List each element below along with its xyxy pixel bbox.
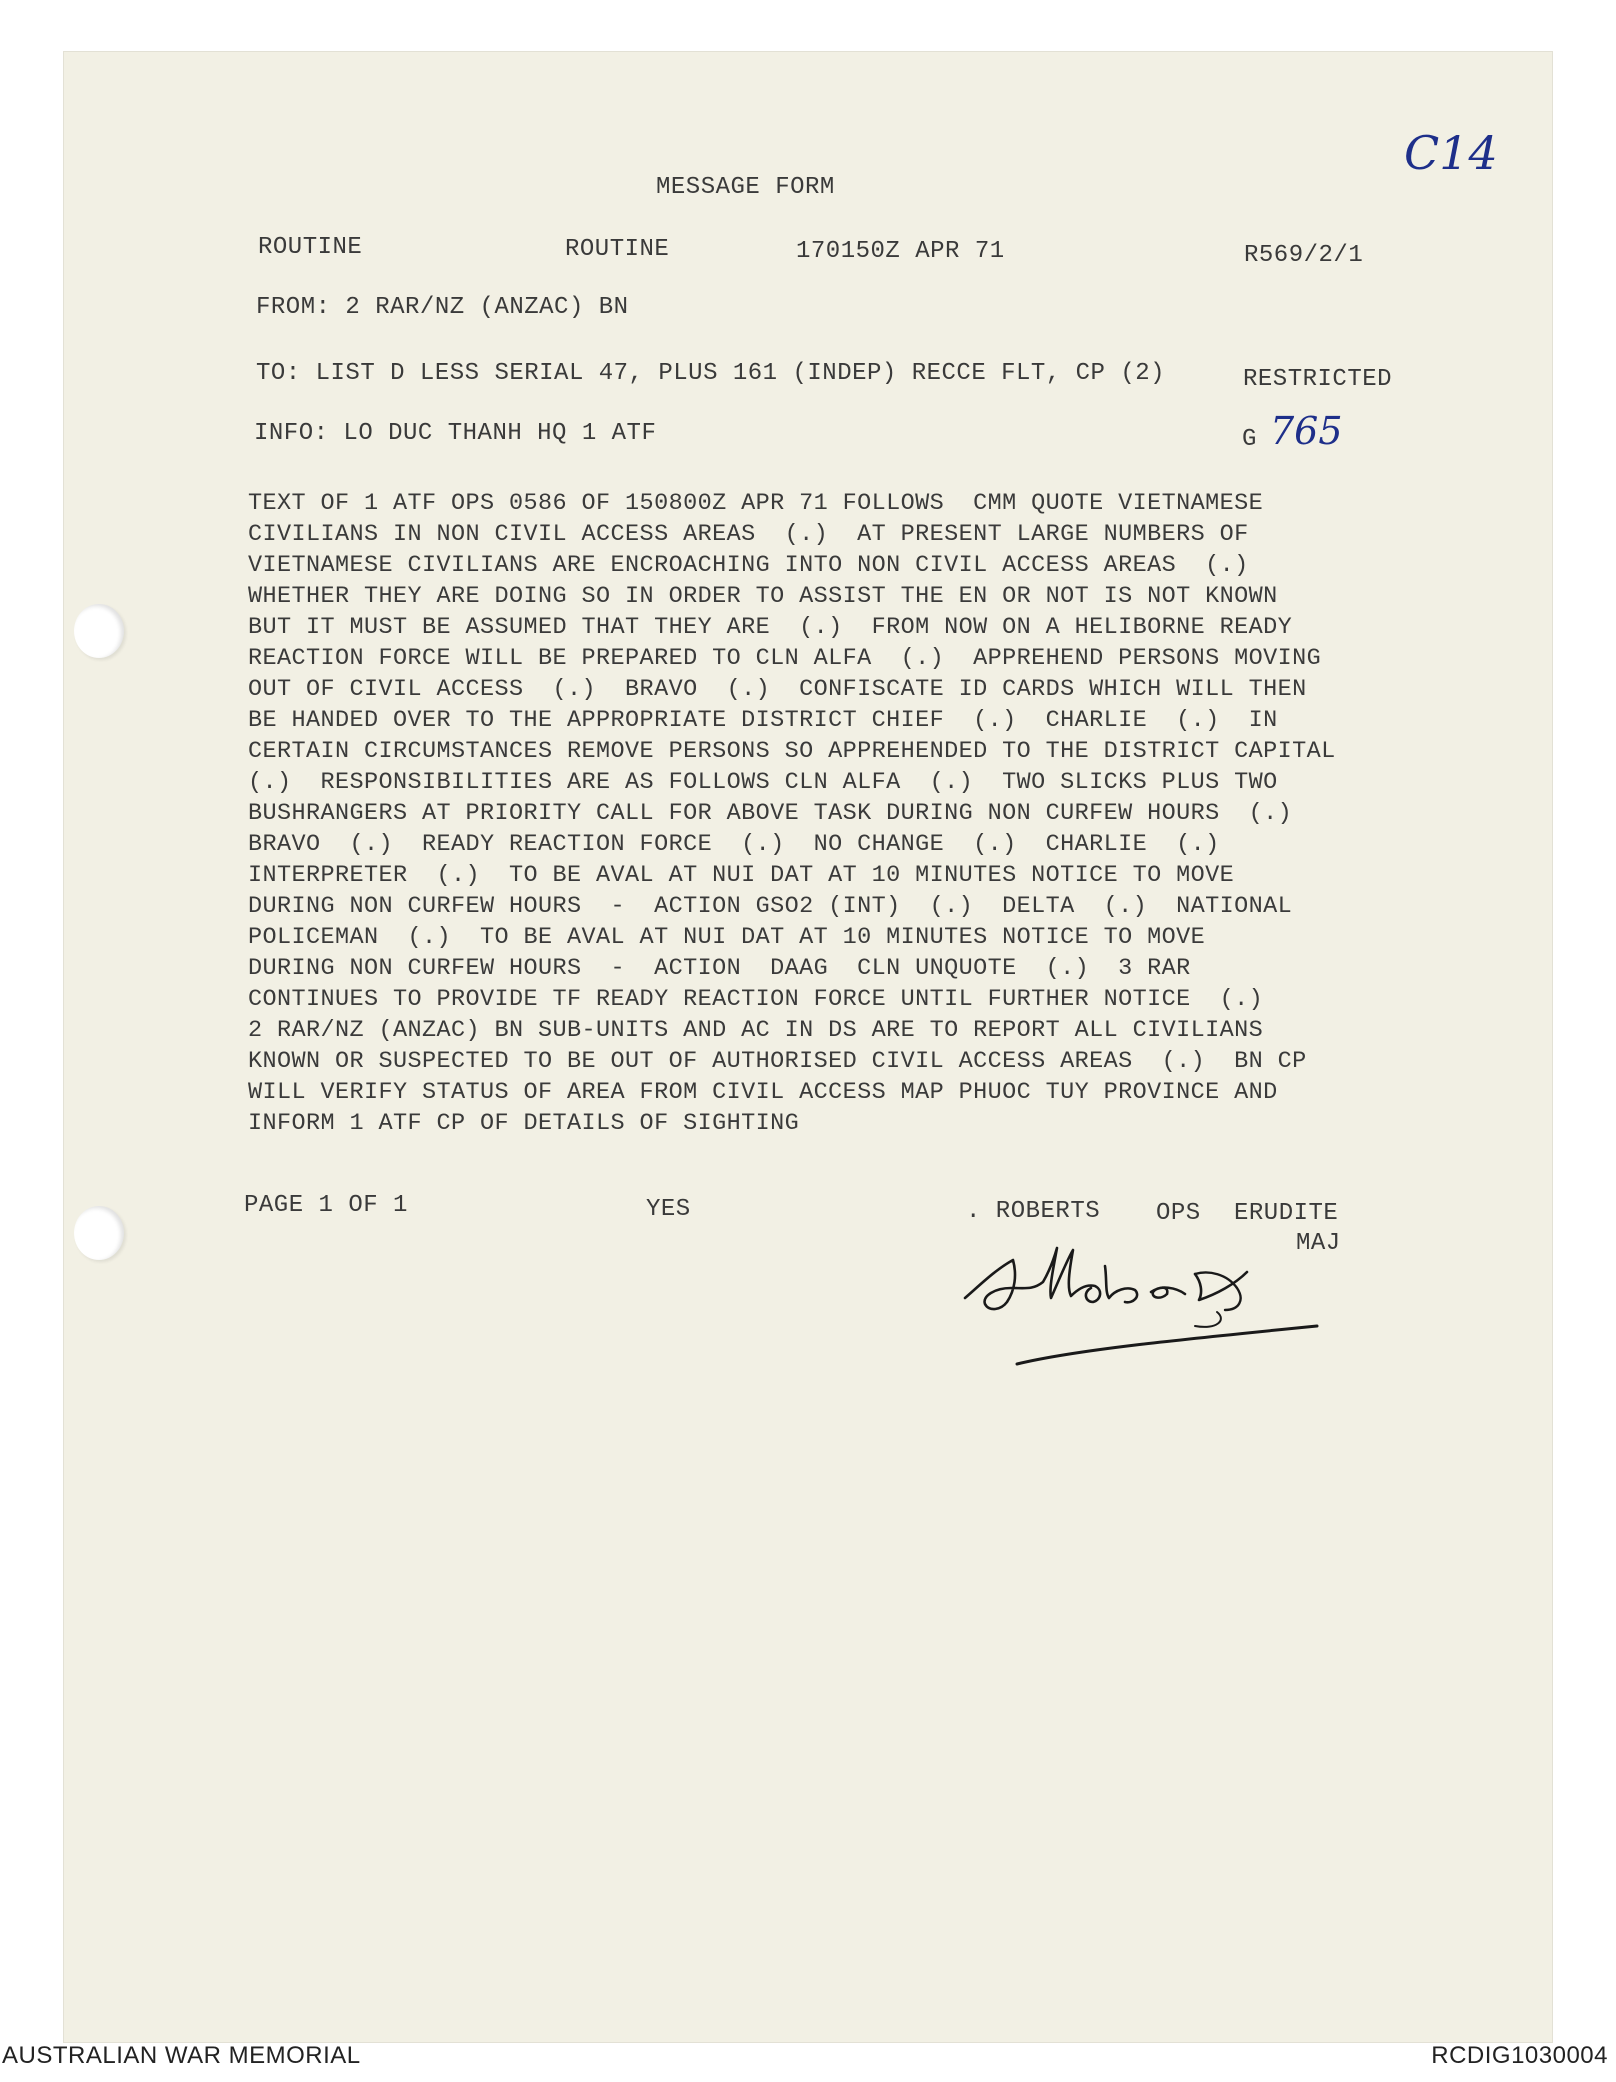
form-title: MESSAGE FORM — [656, 174, 835, 201]
message-text-line: CERTAIN CIRCUMSTANCES REMOVE PERSONS SO APPREHENDED TO THE DISTRICT CAPITAL — [248, 738, 1336, 765]
message-text-line: VIETNAMESE CIVILIANS ARE ENCROACHING INTO NON CIVIL ACCESS AREAS (.) — [248, 552, 1249, 579]
message-text-line: 2 RAR/NZ (ANZAC) BN SUB-UNITS AND AC IN DS ARE TO REPORT ALL CIVILIANS — [248, 1017, 1264, 1044]
message-text-line: CIVILIANS IN NON CIVIL ACCESS AREAS (.) AT PRESENT LARGE NUMBERS OF — [248, 521, 1249, 548]
message-text-line: TEXT OF 1 ATF OPS 0586 OF 150800Z APR 71 FOLLOWS CMM QUOTE VIETNAMESE — [248, 490, 1264, 517]
message-text-line: CONTINUES TO PROVIDE TF READY REACTION FORCE UNTIL FURTHER NOTICE (.) — [248, 986, 1264, 1013]
message-text-line: BUT IT MUST BE ASSUMED THAT THEY ARE (.) FROM NOW ON A HELIBORNE READY — [248, 614, 1293, 641]
info-line: INFO: LO DUC THANH HQ 1 ATF — [254, 420, 657, 447]
ops-label: OPS — [1156, 1200, 1201, 1227]
message-text-body — [248, 488, 1428, 1139]
message-text-line: BUSHRANGERS AT PRIORITY CALL FOR ABOVE TASK DURING NON CURFEW HOURS (.) — [248, 800, 1293, 827]
message-text-line: BE HANDED OVER TO THE APPROPRIATE DISTRICT CHIEF (.) CHARLIE (.) IN — [248, 707, 1278, 734]
message-text-line: INFORM 1 ATF CP OF DETAILS OF SIGHTING — [248, 1110, 800, 1137]
handwritten-reference-number: 765 — [1270, 409, 1343, 453]
handwritten-signature — [955, 1230, 1335, 1380]
message-text-line: INTERPRETER (.) TO BE AVAL AT NUI DAT AT 10 MINUTES NOTICE TO MOVE — [248, 862, 1235, 889]
punch-hole-lower — [74, 1206, 124, 1260]
security-classification: RESTRICTED — [1243, 366, 1393, 393]
yes-marker: YES — [646, 1196, 691, 1223]
date-time-group: 170150Z APR 71 — [796, 238, 1005, 265]
precedence-info: ROUTINE — [565, 236, 670, 263]
message-text-line: KNOWN OR SUSPECTED TO BE OUT OF AUTHORISED CIVIL ACCESS AREAS (.) BN CP — [248, 1048, 1307, 1075]
message-text-line: DURING NON CURFEW HOURS - ACTION DAAG CLN UNQUOTE (.) 3 RAR — [248, 955, 1191, 982]
message-text-line: WHETHER THEY ARE DOING SO IN ORDER TO ASSIST THE EN OR NOT IS NOT KNOWN — [248, 583, 1278, 610]
message-text-line: REACTION FORCE WILL BE PREPARED TO CLN ALFA (.) APPREHEND PERSONS MOVING — [248, 645, 1322, 672]
signatory-name: . ROBERTS — [966, 1198, 1101, 1225]
handwritten-folio-number: C14 — [1404, 126, 1498, 180]
file-reference: R569/2/1 — [1244, 242, 1364, 269]
message-text-line: DURING NON CURFEW HOURS - ACTION GSO2 (INT) (.) DELTA (.) NATIONAL — [248, 893, 1293, 920]
g-prefix: G — [1242, 426, 1257, 453]
message-text-line: POLICEMAN (.) TO BE AVAL AT NUI DAT AT 10 MINUTES NOTICE TO MOVE — [248, 924, 1206, 951]
precedence-action: ROUTINE — [258, 234, 363, 261]
message-text-line: WILL VERIFY STATUS OF AREA FROM CIVIL ACCESS MAP PHUOC TUY PROVINCE AND — [248, 1079, 1278, 1106]
erudite-callsign: ERUDITE — [1234, 1200, 1339, 1227]
message-text-line: BRAVO (.) READY REACTION FORCE (.) NO CHANGE (.) CHARLIE (.) — [248, 831, 1220, 858]
message-text-line: (.) RESPONSIBILITIES ARE AS FOLLOWS CLN ALFA (.) TWO SLICKS PLUS TWO — [248, 769, 1278, 796]
from-line: FROM: 2 RAR/NZ (ANZAC) BN — [256, 294, 629, 321]
message-text-line: OUT OF CIVIL ACCESS (.) BRAVO (.) CONFISCATE ID CARDS WHICH WILL THEN — [248, 676, 1307, 703]
archive-item-id: RCDIG1030004 — [1431, 2042, 1608, 2069]
signatory-rank: MAJ — [1296, 1230, 1341, 1257]
to-line: TO: LIST D LESS SERIAL 47, PLUS 161 (INDEP) RECCE FLT, CP (2) — [256, 360, 1166, 387]
page-count: PAGE 1 OF 1 — [244, 1192, 408, 1219]
punch-hole-upper — [74, 604, 124, 658]
archive-institution: AUSTRALIAN WAR MEMORIAL — [2, 2042, 361, 2069]
